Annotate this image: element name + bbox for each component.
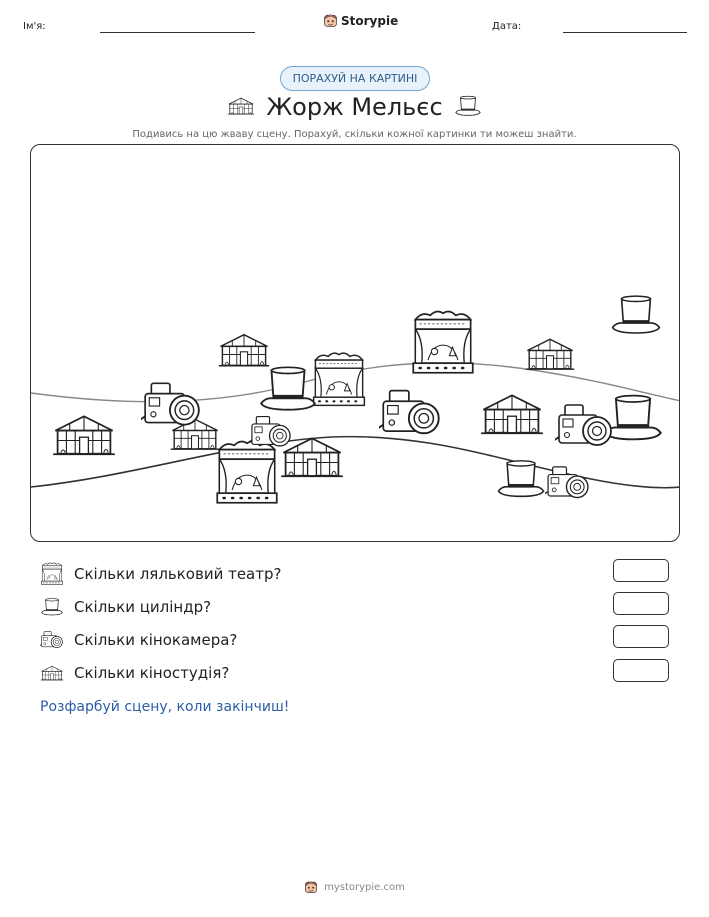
page-title: Жорж Мельєс [266,93,443,121]
top-hat-icon [605,396,660,440]
scene-illustration [31,145,680,542]
top-hat-icon [261,367,315,409]
film-camera-icon [542,467,588,498]
question-top-hat [40,595,211,619]
answer-box-top-hat[interactable] [613,592,669,615]
puppet-theater-icon [40,562,64,586]
title-row [0,93,709,125]
question-puppet-theater [40,562,281,586]
question-text: Скільки ляльковий театр? [74,565,282,583]
answer-box-film-camera[interactable] [613,625,669,648]
answer-box-film-studio[interactable] [613,659,669,682]
film-camera-icon [40,630,64,650]
storypie-logo [323,13,398,28]
coloring-instruction: Розфарбуй сцену, коли закінчиш! [40,699,290,715]
counting-scene [30,144,680,542]
date-label: Дата: [492,21,522,32]
film-camera-icon [137,383,199,424]
question-film-studio [40,661,229,685]
top-hat-icon [613,296,660,333]
question-text: Скільки кіностудія? [74,664,230,682]
film-camera-icon [246,417,290,446]
film-camera-icon [551,405,611,445]
question-text: Скільки циліндр? [74,598,212,616]
top-hat-icon [454,93,482,119]
page-subtitle: Подивись на цю жваву сцену. Порахуй, скільки кожної картинки ти можеш знайти. [132,129,577,140]
top-hat-icon [40,596,64,618]
puppet-theater-icon [413,312,473,373]
film-studio-icon [40,664,64,682]
footer-url[interactable]: mystorypie.com [324,881,405,893]
question-film-camera [40,628,237,652]
activity-badge: ПОРАХУЙ НА КАРТИНІ [280,66,430,91]
brand-name: Storypie [341,13,399,28]
film-studio-icon [526,339,575,369]
puppet-theater-icon [314,353,365,405]
name-label: Ім'я: [23,21,46,32]
puppet-theater-icon [217,442,277,503]
answer-box-puppet-theater[interactable] [613,559,669,582]
storypie-mascot-icon [323,13,338,28]
date-line[interactable] [563,32,687,33]
film-camera-icon [375,391,439,434]
film-studio-icon [53,416,115,454]
name-line[interactable] [100,32,255,33]
film-studio-icon [219,335,269,366]
film-studio-icon [481,395,543,433]
footer [0,880,709,894]
question-text: Скільки кінокамера? [74,631,238,649]
storypie-mascot-icon [304,880,318,894]
film-studio-icon [281,438,343,476]
